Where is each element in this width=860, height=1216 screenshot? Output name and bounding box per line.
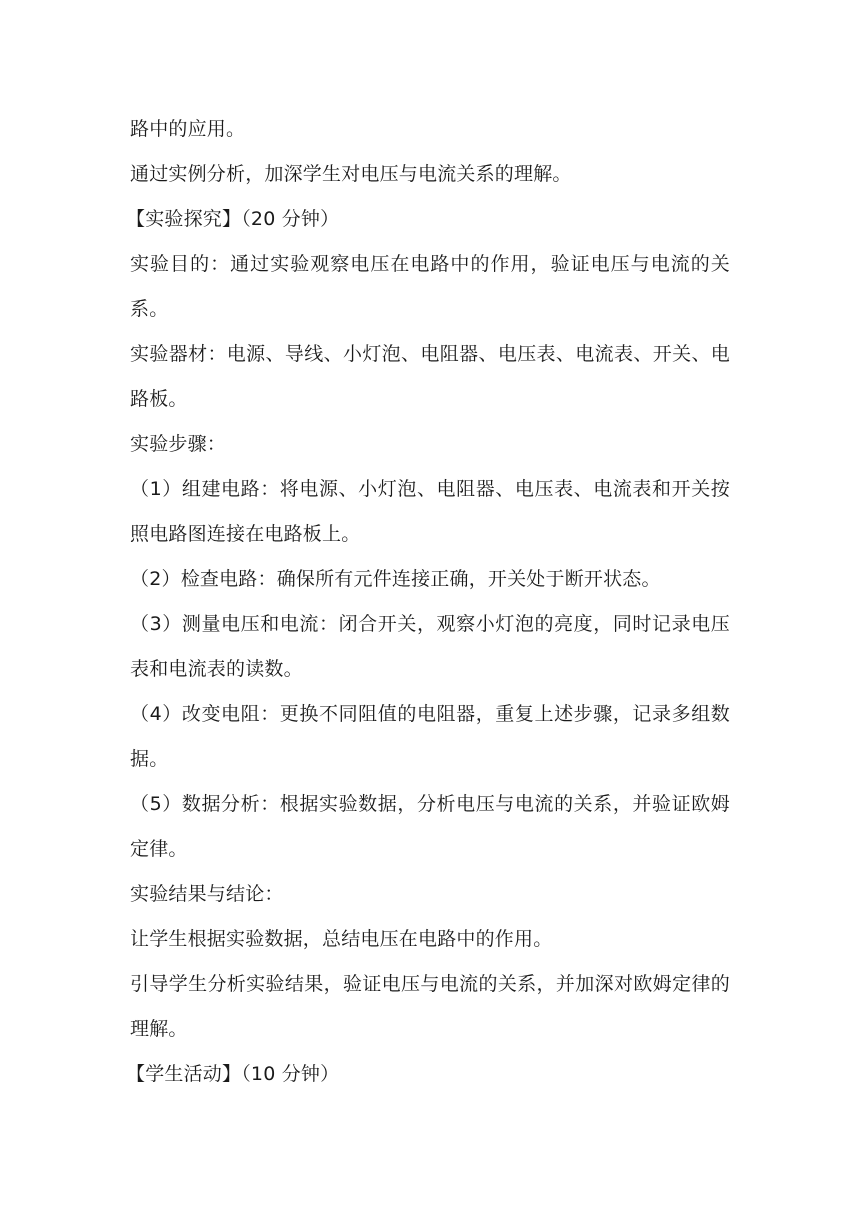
paragraph-example-analysis: 通过实例分析，加深学生对电压与电流关系的理解。 — [130, 163, 572, 185]
paragraph-step-5: （5）数据分析：根据实验数据，分析电压与电流的关系，并验证欧姆定律。 — [130, 793, 730, 860]
document-body — [126, 107, 730, 1097]
paragraph-step-1: （1）组建电路：将电源、小灯泡、电阻器、电压表、电流表和开关按照电路图连接在电路板上。 — [130, 478, 730, 545]
paragraph-experiment-equipment: 实验器材：电源、导线、小灯泡、电阻器、电压表、电流表、开关、电路板。 — [130, 343, 730, 410]
paragraph-continuation: 路中的应用。 — [130, 118, 246, 140]
paragraph-step-3: （3）测量电压和电流：闭合开关，观察小灯泡的亮度，同时记录电压表和电流表的读数。 — [130, 613, 730, 680]
paragraph-step-2: （2）检查电路：确保所有元件连接正确，开关处于断开状态。 — [130, 568, 661, 590]
paragraph-step-4: （4）改变电阻：更换不同阻值的电阻器，重复上述步骤，记录多组数据。 — [130, 703, 730, 770]
section-heading-experiment: 【实验探究】（20 分钟） — [126, 208, 340, 230]
paragraph-results-guide: 引导学生分析实验结果，验证电压与电流的关系，并加深对欧姆定律的理解。 — [130, 973, 730, 1040]
paragraph-experiment-purpose: 实验目的：通过实验观察电压在电路中的作用，验证电压与电流的关系。 — [130, 253, 730, 320]
paragraph-results-summary: 让学生根据实验数据，总结电压在电路中的作用。 — [130, 928, 553, 950]
paragraph-results-heading: 实验结果与结论： — [130, 883, 284, 905]
section-heading-student-activity: 【学生活动】（10 分钟） — [126, 1063, 340, 1085]
paragraph-experiment-steps-heading: 实验步骤： — [130, 433, 227, 455]
